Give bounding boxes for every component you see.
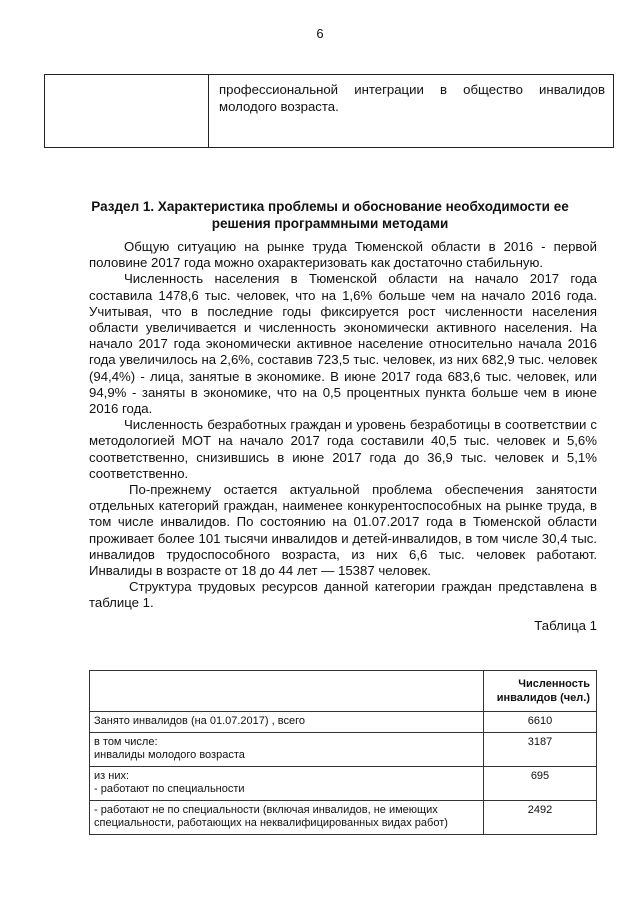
row-value: 6610 bbox=[484, 712, 597, 733]
row-label-line-1: Занято инвалидов (на 01.07.2017) , всего bbox=[94, 715, 305, 727]
section-heading-line-2: решения программными методами bbox=[211, 216, 449, 231]
paragraph: Численность населения в Тюменской области на начало 2017 года составила 1478,6 тыс. человек, что на 1,6% больше чем на начало 2016 года. Учитывая, что в последние годы фиксируется рост численности населения области увеличивается и численность экономически активного населения. На начало 2017 года экономически активное население относительно начала 2016 года увеличилось на 2,6%, составив 723,5 тыс. человек, из них 682,9 тыс. человек (94,4%) - лица, занятые в экономике. В июне 2017 года 683,6 тыс. человек, или 94,9% - заняты в экономике, что на 0,5 процентных пункта больше чем в июне 2016 года. bbox=[89, 271, 597, 417]
row-value: 2492 bbox=[484, 800, 597, 834]
table-row bbox=[90, 712, 597, 733]
table-row bbox=[90, 800, 597, 834]
row-label-line-2: инвалиды молодого возраста bbox=[94, 749, 245, 761]
row-label-line-2: специальности, работающих на неквалифицированных видах работ) bbox=[94, 817, 448, 829]
table-caption: Таблица 1 bbox=[534, 617, 597, 633]
row-label bbox=[90, 732, 484, 766]
header-count-line-2: инвалидов (чел.) bbox=[496, 692, 590, 704]
continuation-table bbox=[44, 74, 614, 148]
row-label bbox=[90, 712, 484, 733]
page-number: 6 bbox=[316, 26, 324, 41]
continuation-line-1: профессиональной интеграции в общество инвалидов bbox=[219, 82, 605, 97]
continuation-table-left-cell bbox=[45, 75, 209, 147]
section-heading-line-1: Раздел 1. Характеристика проблемы и обоснование необходимости ее bbox=[91, 199, 569, 214]
table-row bbox=[90, 732, 597, 766]
row-label-line-1: из них: bbox=[94, 769, 130, 782]
header-count-line-1: Численность bbox=[518, 678, 590, 690]
body-text bbox=[89, 239, 597, 634]
table-header-row bbox=[90, 671, 597, 712]
paragraph: Структура трудовых ресурсов данной категории граждан представлена в таблице 1. bbox=[89, 579, 597, 611]
table-row bbox=[90, 766, 597, 800]
paragraph: Численность безработных граждан и уровень безработицы в соответствии с методологией МОТ на начало 2017 года составили 40,5 тыс. человек и 5,6% соответственно, снизившись в июне 2017 года до 36,9 тыс. человек и 5,1% соответственно. bbox=[89, 417, 597, 481]
table-header-blank bbox=[90, 671, 484, 712]
section-heading bbox=[60, 198, 600, 232]
row-label bbox=[90, 800, 484, 834]
row-value: 3187 bbox=[484, 732, 597, 766]
continuation-table-right-cell bbox=[209, 75, 613, 147]
paragraph: Общую ситуацию на рынке труда Тюменской области в 2016 - первой половине 2017 года можно охарактеризовать как достаточно стабильную. bbox=[89, 239, 597, 271]
row-label-line-1: в том числе: bbox=[94, 735, 158, 748]
disabled-employment-table bbox=[89, 670, 597, 835]
row-label-line-1: - работают не по специальности (включая инвалидов, не имеющих bbox=[94, 803, 438, 816]
table-header-count bbox=[484, 671, 597, 712]
row-label bbox=[90, 766, 484, 800]
row-value: 695 bbox=[484, 766, 597, 800]
row-label-line-2: - работают по специальности bbox=[94, 783, 245, 795]
continuation-line-2: молодого возраста. bbox=[219, 99, 339, 114]
paragraph: По-прежнему остается актуальной проблема обеспечения занятости отдельных категорий граждан, наименее конкурентоспособных на рынке труда, в том числе инвалидов. По состоянию на 01.07.2017 года в Тюменской области проживает более 101 тысячи инвалидов и детей-инвалидов, в том числе 30,4 тыс. инвалидов трудоспособного возраста, из них 6,6 тыс. человек работают. Инвалиды в возрасте от 18 до 44 лет — 15387 человек. bbox=[89, 482, 597, 579]
